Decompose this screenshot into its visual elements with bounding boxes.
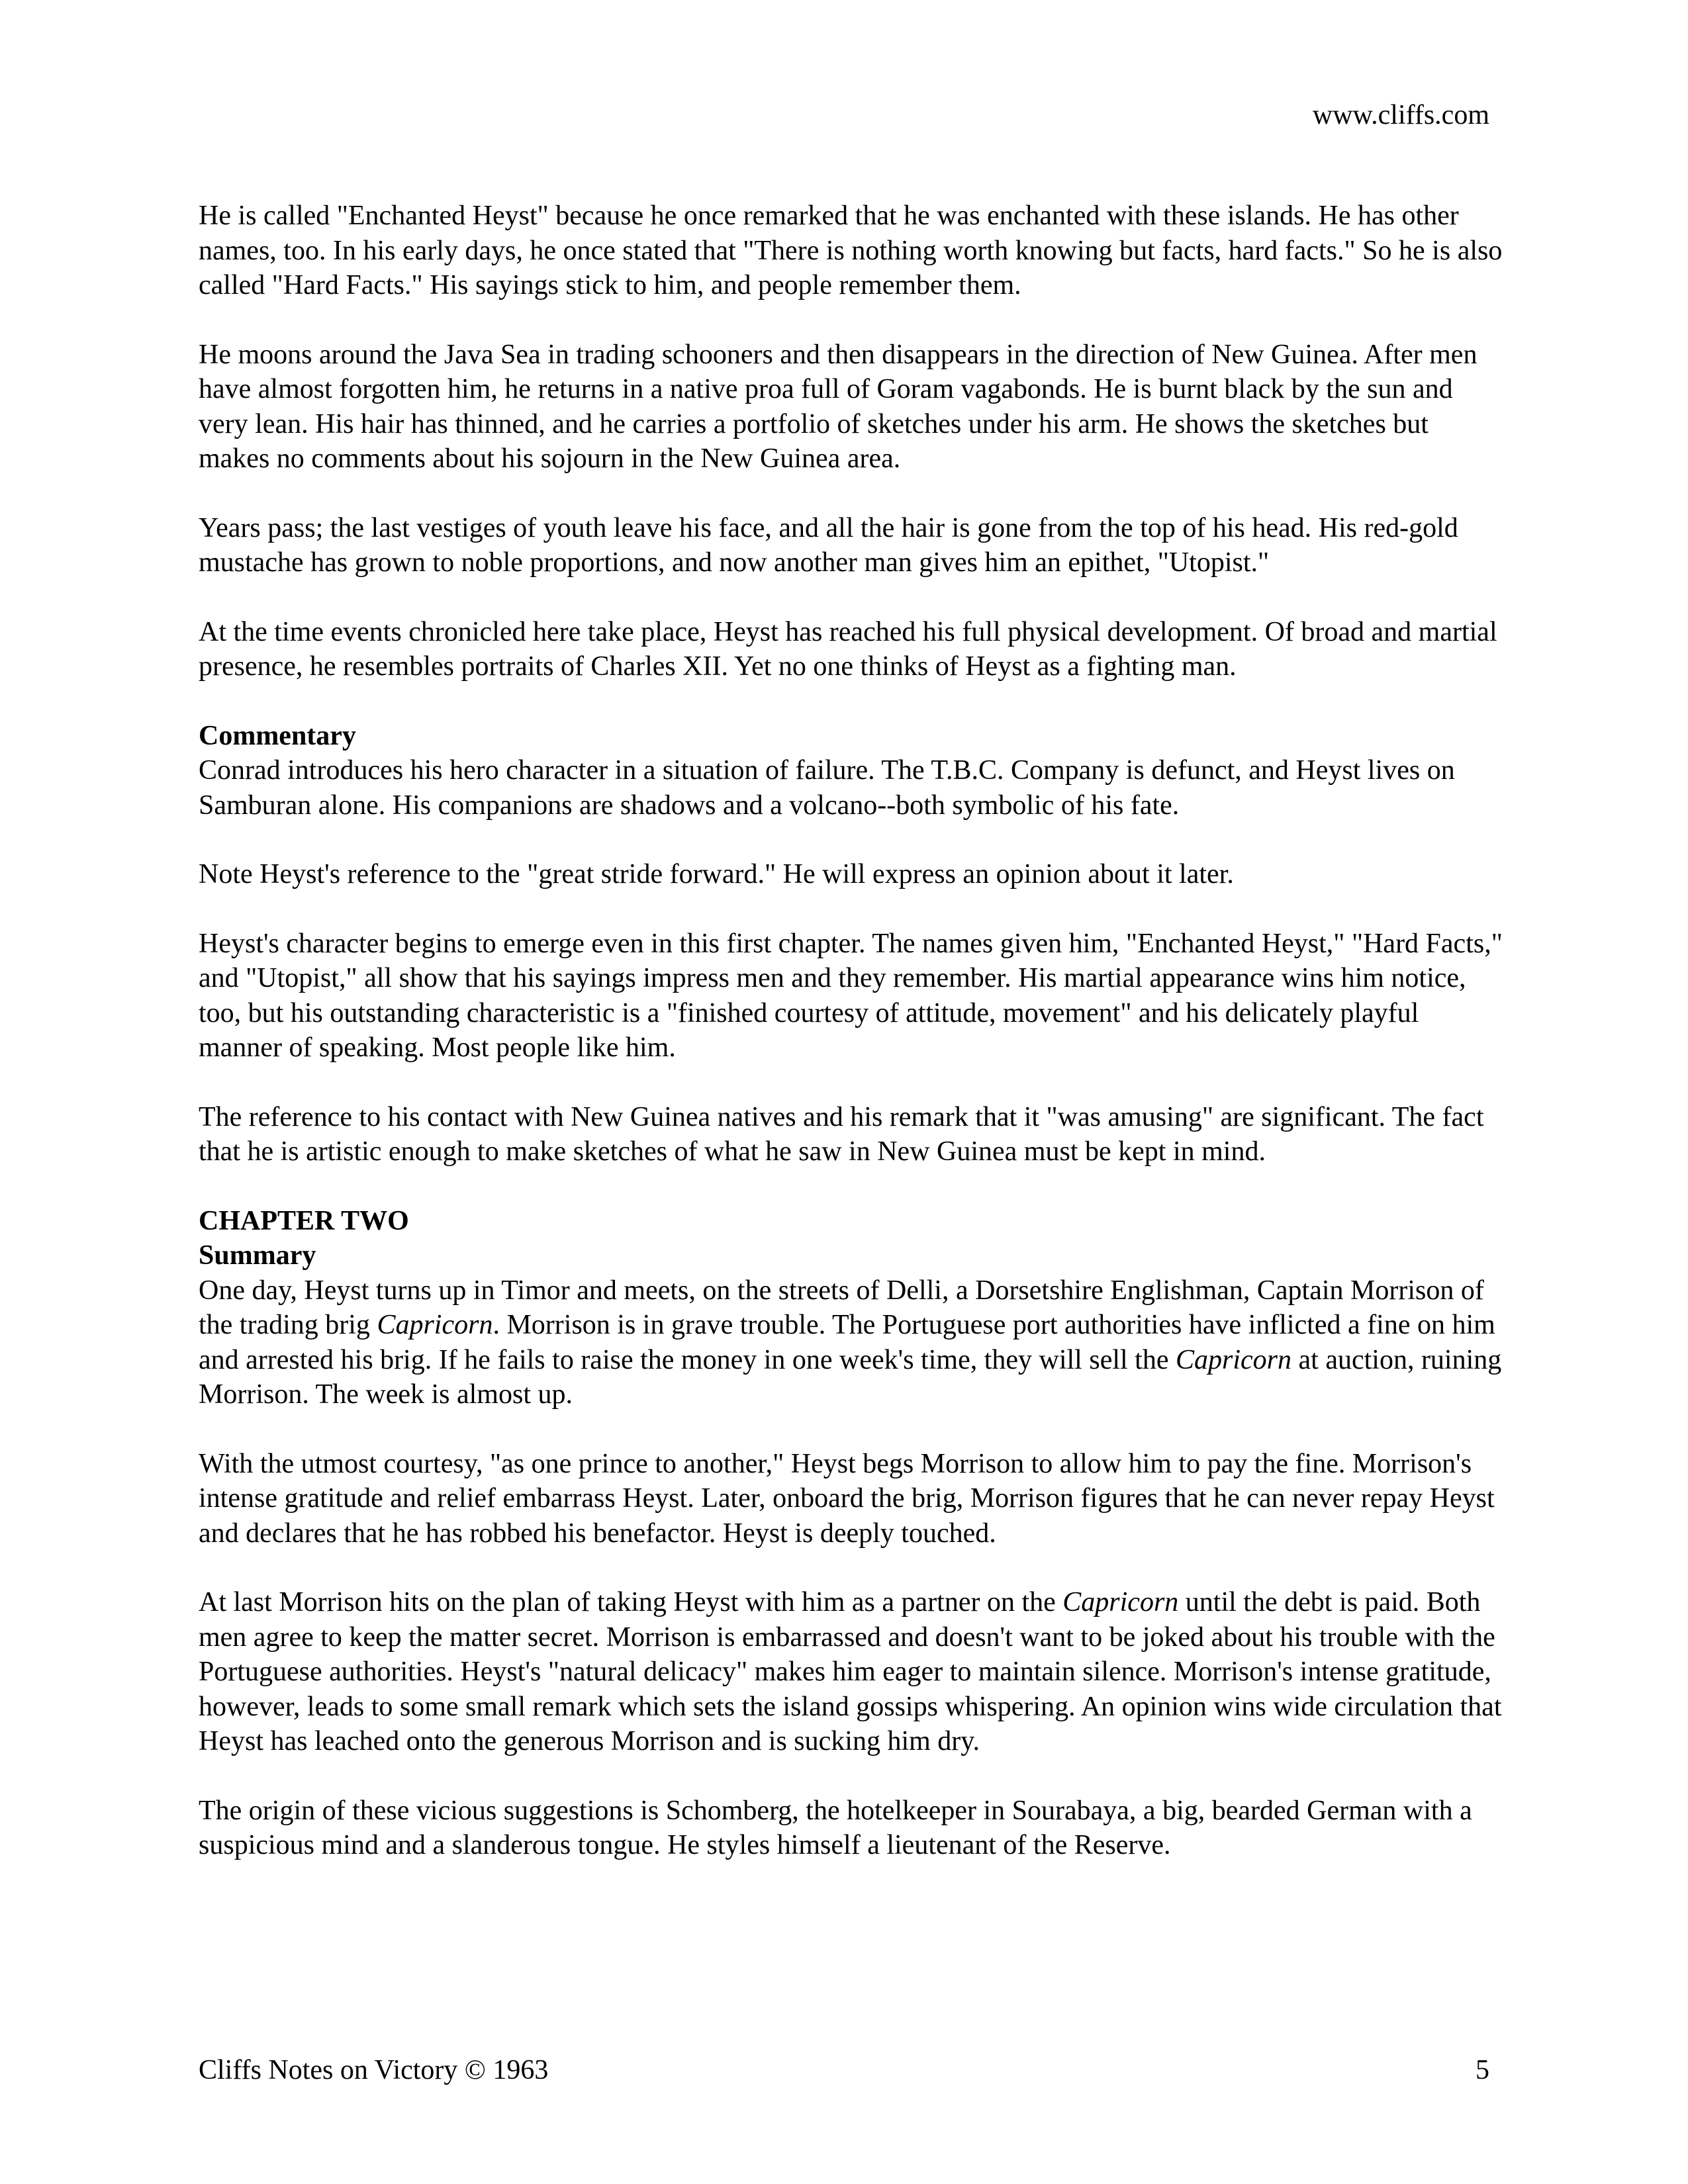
page-number: 5	[1476, 2055, 1489, 2085]
footer-title: Cliffs Notes on Victory © 1963	[199, 2055, 549, 2085]
ship-name-capricorn: Capricorn	[1062, 1587, 1179, 1617]
paragraph-9-text-a: One day, Heyst turns up in Timor and meets, on the streets of Delli, a Dorsetshire Englishman, Captain Morrison of the trading brig	[199, 1275, 1484, 1340]
commentary-heading: Commentary	[199, 720, 356, 751]
paragraph-12: The origin of these vicious suggestions is Schomberg, the hotelkeeper in Sourabaya, a big, bearded German with a suspicious mind and a slanderous tongue. He styles himself a lieutenant of the Reserve.	[199, 1795, 1472, 1860]
summary-heading: Summary	[199, 1240, 316, 1271]
paragraph-11	[199, 1585, 1503, 1759]
chapter-heading: CHAPTER TWO	[199, 1205, 409, 1236]
paragraph-3: Years pass; the last vestiges of youth leave his face, and all the hair is gone from the top of his head. His red-gold mustache has grown to noble proportions, and now another man gives him an epithet, "Utopist."	[199, 512, 1458, 578]
paragraph-8: The reference to his contact with New Guinea natives and his remark that it "was amusing" are significant. The fact that he is artistic enough to make sketches of what he saw in New Guinea must be kept in mind.	[199, 1101, 1484, 1167]
paragraph-7: Heyst's character begins to emerge even in this first chapter. The names given him, "Enchanted Heyst," "Hard Facts," and "Utopist," all show that his sayings impress men and they remember. His martial appearance wins him notice, too, but his outstanding characteristic is a "finished courtesy of attitude, movement" and his delicately playful manner of speaking. Most people like him.	[199, 928, 1503, 1063]
paragraph-9-text-e: at auction, ruining Morrison. The week is almost up.	[199, 1344, 1502, 1410]
paragraph-4: At the time events chronicled here take place, Heyst has reached his full physical development. Of broad and martial presence, he resembles portraits of Charles XII. Yet no one thinks of Heyst as a fighting man.	[199, 616, 1497, 682]
paragraph-11-text-c: until the debt is paid. Both men agree to keep the matter secret. Morrison is embarrassed and doesn't want to be joked about his trouble with the Portuguese authorities. Heyst's "natural delicacy" makes him eager to maintain silence. Morrison's intense gratitude, however, leads to some small remark which sets the island gossips whispering. An opinion wins wide circulation that Heyst has leached onto the generous Morrison and is sucking him dry.	[199, 1587, 1502, 1756]
ship-name-capricorn: Capricorn	[1176, 1344, 1292, 1375]
paragraph-9-text-c: . Morrison is in grave trouble. The Portuguese port authorities have inflicted a fine on him and arrested his brig. If he fails to raise the money in one week's time, they will sell the	[199, 1310, 1495, 1375]
ship-name-capricorn: Capricorn	[377, 1310, 493, 1340]
paragraph-11-text-a: At last Morrison hits on the plan of taking Heyst with him as a partner on the	[199, 1587, 1063, 1617]
paragraph-9	[199, 1273, 1503, 1412]
paragraph-6: Note Heyst's reference to the "great stride forward." He will express an opinion about it later.	[199, 859, 1234, 889]
main-content	[199, 199, 1503, 1863]
header-url[interactable]: www.cliffs.com	[1312, 100, 1489, 130]
paragraph-10: With the utmost courtesy, "as one prince to another," Heyst begs Morrison to allow him to pay the fine. Morrison's intense gratitude and relief embarrass Heyst. Later, onboard the brig, Morrison figures that he can never repay Heyst and declares that he has robbed his benefactor. Heyst is deeply touched.	[199, 1448, 1495, 1549]
paragraph-1: He is called "Enchanted Heyst" because he once remarked that he was enchanted with these islands. He has other names, too. In his early days, he once stated that "There is nothing worth knowing but facts, hard facts." So he is also called "Hard Facts." His sayings stick to him, and people remember them.	[199, 201, 1503, 300]
paragraph-5: Conrad introduces his hero character in a situation of failure. The T.B.C. Company is defunct, and Heyst lives on Samburan alone. His companions are shadows and a volcano--both symbolic of his fate.	[199, 755, 1455, 821]
paragraph-2: He moons around the Java Sea in trading schooners and then disappears in the direction of New Guinea. After men have almost forgotten him, he returns in a native proa full of Goram vagabonds. He is burnt black by the sun and very lean. His hair has thinned, and he carries a portfolio of sketches under his arm. He shows the sketches but makes no comments about his sojourn in the New Guinea area.	[199, 339, 1477, 474]
